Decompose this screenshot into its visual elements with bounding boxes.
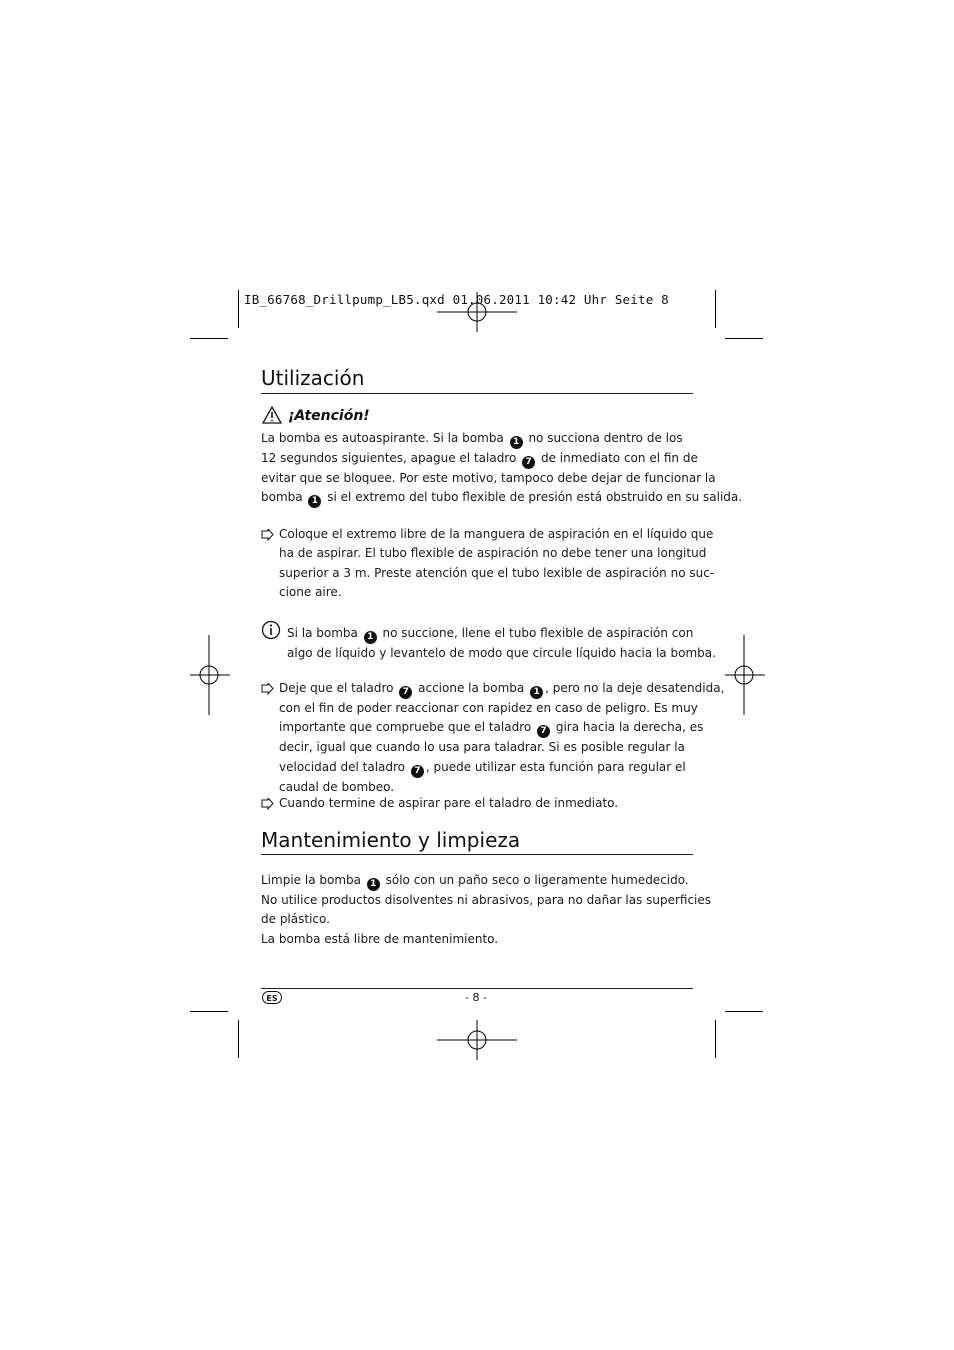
warning-paragraph: La bomba es autoaspirante. Si la bomba 1 no succiona dentro de los 12 segundos siguientes, apague el taladro 7 de inmediato con el fin de evitar que se bloquee. Por este motivo, tampoco debe dejar de funcionar la bomba 1 si el extremo del tubo flexible de presión está obstruido en su salida. [261, 431, 743, 507]
pump-ref-badge: 1 [510, 436, 523, 449]
info-paragraph: Si la bomba 1 no succione, llene el tubo flexible de aspiración con algo de líquido y levantelo de modo que circule líquido hacia la bomba. [287, 626, 716, 660]
step-paragraph-2: Deje que el taladro 7 accione la bomba 1 , pero no la deje desatendida, con el fin de poder reaccionar con rapidez en caso de peligro. Es muy importante que compruebe que el taladro 7 gira hacia la derecha, es decir, igual que cuando lo usa para taladrar. Si es posible regular la velocidad del taladro 7 , puede utilizar esta función para regular el caudal de bombeo. [279, 681, 725, 794]
step-paragraph-3: Cuando termine de aspirar pare el taladro de inmediato. [279, 796, 619, 810]
pump-ref-badge: 1 [367, 878, 380, 891]
page-number: - 8 - [465, 991, 487, 1004]
warning-title: ¡Atención! [288, 408, 370, 424]
section-rule [261, 393, 693, 394]
step-paragraph-1: Coloque el extremo libre de la manguera de aspiración en el líquido que ha de aspirar. El tubo flexible de aspiración no debe tener una longitud superior a 3 m. Preste atención que el tubo lexible de aspiración no suc- cione aire. [279, 527, 715, 600]
pump-ref-badge: 1 [308, 495, 321, 508]
registration-mark-right-icon [725, 635, 765, 715]
registration-mark-bottom-icon [437, 1020, 517, 1060]
pump-ref-badge: 1 [530, 686, 543, 699]
slug-line: IB_66768_Drillpump_LB5.qxd 01.06.2011 10:42 Uhr Seite 8 [244, 292, 669, 307]
arrow-right-icon [261, 683, 274, 695]
drill-ref-badge: 7 [537, 725, 550, 738]
drill-ref-badge: 7 [522, 456, 535, 469]
arrow-right-icon [261, 529, 274, 541]
section-title-mantenimiento: Mantenimiento y limpieza [261, 828, 521, 852]
footer-rule [261, 988, 693, 989]
pump-ref-badge: 1 [364, 631, 377, 644]
maintenance-paragraph: Limpie la bomba 1 sólo con un paño seco o ligeramente humedecido. No utilice productos disolventes ni abrasivos, para no dañar las superficies de plástico. La bomba está libre de mantenimiento. [261, 873, 712, 946]
registration-mark-left-icon [190, 635, 230, 715]
drill-ref-badge: 7 [411, 765, 424, 778]
info-circle-icon [261, 620, 281, 640]
section-rule [261, 854, 693, 855]
language-badge: ES [262, 991, 282, 1004]
warning-triangle-icon [262, 406, 282, 424]
arrow-right-icon [261, 798, 274, 810]
section-title-utilizacion: Utilización [261, 366, 365, 390]
drill-ref-badge: 7 [399, 686, 412, 699]
